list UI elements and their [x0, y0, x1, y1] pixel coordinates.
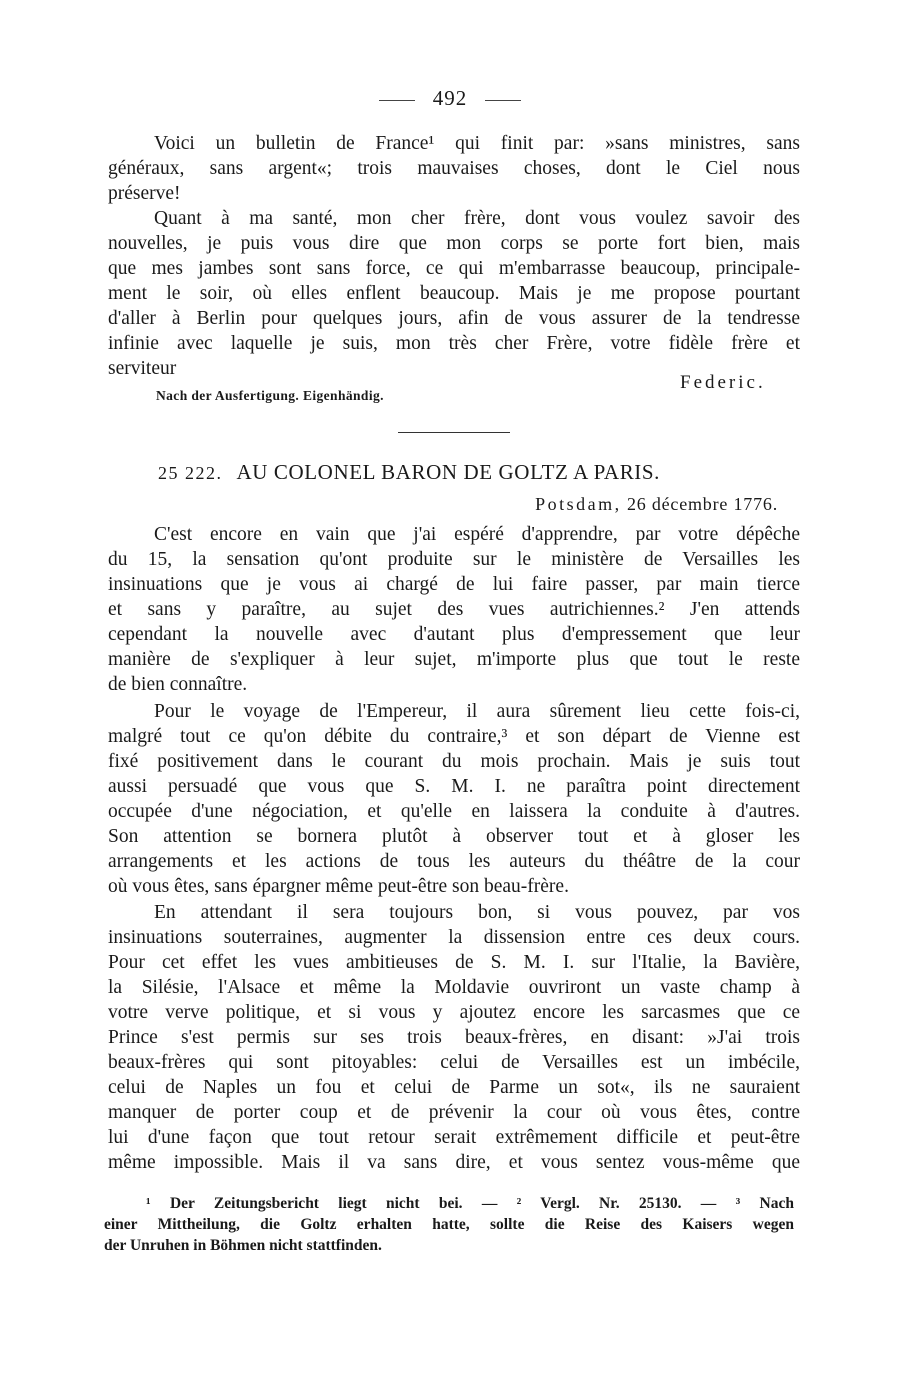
- text-line: d'aller à Berlin pour quelques jours, afin de vous assurer de la tendresse: [108, 308, 800, 329]
- text-line: préserve!: [108, 183, 181, 204]
- section-divider: [398, 432, 510, 433]
- text-line: Pour cet effet les vues ambitieuses de S. M. I. sur l'Italie, la Bavière,: [108, 952, 800, 973]
- letter-paragraph-1: [108, 522, 800, 697]
- text-line: que mes jambes sont sans force, ce qui m'embarrasse beaucoup, principale-: [108, 258, 800, 279]
- text-line: aussi persuadé que vous que S. M. I. ne paraîtra point directement: [108, 776, 800, 797]
- page-number-rule-left: [379, 100, 415, 101]
- text-line: et sans y paraître, au sujet des vues autrichiennes.² J'en attends: [108, 599, 800, 620]
- text-line: la Silésie, l'Alsace et même la Moldavie ouvriront un vaste champ à: [108, 977, 800, 998]
- text-line: fixé positivement dans le courant du mois prochain. Mais je suis tout: [108, 751, 800, 772]
- text-line: infinie avec laquelle je suis, mon très cher Frère, votre fidèle frère et: [108, 333, 800, 354]
- text-line: du 15, la sensation qu'ont produite sur le ministère de Versailles les: [108, 549, 800, 570]
- letter-paragraph-3: [108, 900, 800, 1175]
- text-line: nouvelles, je puis vous dire que mon corps se porte fort bien, mais: [108, 233, 800, 254]
- footnotes: [104, 1193, 794, 1256]
- text-line: malgré tout ce qu'on débite du contraire,³ et son départ de Vienne est: [108, 726, 800, 747]
- text-line: ment le soir, où elles enflent beaucoup. Mais je me propose pourtant: [108, 283, 800, 304]
- text-line: insinuations souterraines, augmenter la dissension entre ces deux cours.: [108, 927, 800, 948]
- footnote-line: der Unruhen in Böhmen nicht stattfinden.: [104, 1237, 382, 1254]
- letter-heading: [158, 460, 660, 485]
- text-line: serviteur: [108, 358, 177, 379]
- page-number: [0, 86, 900, 111]
- text-line: beaux-frères qui sont pitoyables: celui de Versailles est un imbécile,: [108, 1052, 800, 1073]
- footnote-line: einer Mittheilung, die Goltz erhalten hatte, sollte die Reise des Kaisers wegen: [104, 1216, 794, 1233]
- text-line: Son attention se bornera plutôt à observer tout et à gloser les: [108, 826, 800, 847]
- page-number-rule-right: [485, 100, 521, 101]
- text-line: où vous êtes, sans épargner même peut-être son beau-frère.: [108, 876, 569, 897]
- text-line: insinuations que je vous ai chargé de lui faire passer, par main tierce: [108, 574, 800, 595]
- signature: Federic.: [680, 372, 766, 393]
- text-line: de bien connaître.: [108, 674, 248, 695]
- text-line: cependant la nouvelle avec d'autant plus d'empressement que leur: [108, 624, 800, 645]
- text-line: manière de s'expliquer à leur sujet, m'importe plus que tout le reste: [108, 649, 800, 670]
- text-line: généraux, sans argent«; trois mauvaises choses, dont le Ciel nous: [108, 158, 800, 179]
- text-line: celui de Naples un fou et celui de Parme un sot«, ils ne sauraient: [108, 1077, 800, 1098]
- text-line: C'est encore en vain que j'ai espéré d'apprendre, par votre dépêche: [154, 524, 800, 545]
- text-line: même impossible. Mais il va sans dire, et vous sentez vous-même que: [108, 1152, 800, 1173]
- source-note: Nach der Ausfertigung. Eigenhändig.: [156, 388, 384, 403]
- text-line: Pour le voyage de l'Empereur, il aura sûrement lieu cette fois-ci,: [154, 701, 800, 722]
- letter-title: AU COLONEL BARON DE GOLTZ A PARIS.: [236, 460, 661, 484]
- text-line: manquer de porter coup et de prévenir la cour où vous êtes, contre: [108, 1102, 800, 1123]
- previous-letter-paragraph-2: [108, 206, 800, 381]
- page-number-text: 492: [432, 86, 468, 110]
- text-line: votre verve politique, et si vous y ajoutez encore les sarcasmes que ce: [108, 1002, 800, 1023]
- dateline-date: 26 décembre 1776.: [626, 494, 778, 514]
- text-line: En attendant il sera toujours bon, si vous pouvez, par vos: [154, 902, 800, 923]
- dateline: [535, 494, 778, 515]
- footnote-line: ¹ Der Zeitungsbericht liegt nicht bei. — ² Vergl. Nr. 25130. — ³ Nach: [146, 1195, 794, 1212]
- letter-paragraph-2: [108, 699, 800, 899]
- text-line: arrangements et les actions de tous les auteurs du théâtre de la cour: [108, 851, 800, 872]
- text-line: Quant à ma santé, mon cher frère, dont vous voulez savoir des: [154, 208, 800, 229]
- text-line: Voici un bulletin de France¹ qui finit par: »sans ministres, sans: [154, 133, 800, 154]
- letter-number: 25 222.: [158, 463, 223, 483]
- text-line: lui d'une façon que tout retour serait extrêmement difficile et peut-être: [108, 1127, 800, 1148]
- text-line: Prince s'est permis sur ses trois beaux-frères, en disant: »J'ai trois: [108, 1027, 800, 1048]
- previous-letter-paragraph-1: [108, 131, 800, 206]
- dateline-place: Potsdam,: [535, 494, 622, 514]
- text-line: occupée d'une négociation, et qu'elle en laissera la conduite à d'autres.: [108, 801, 800, 822]
